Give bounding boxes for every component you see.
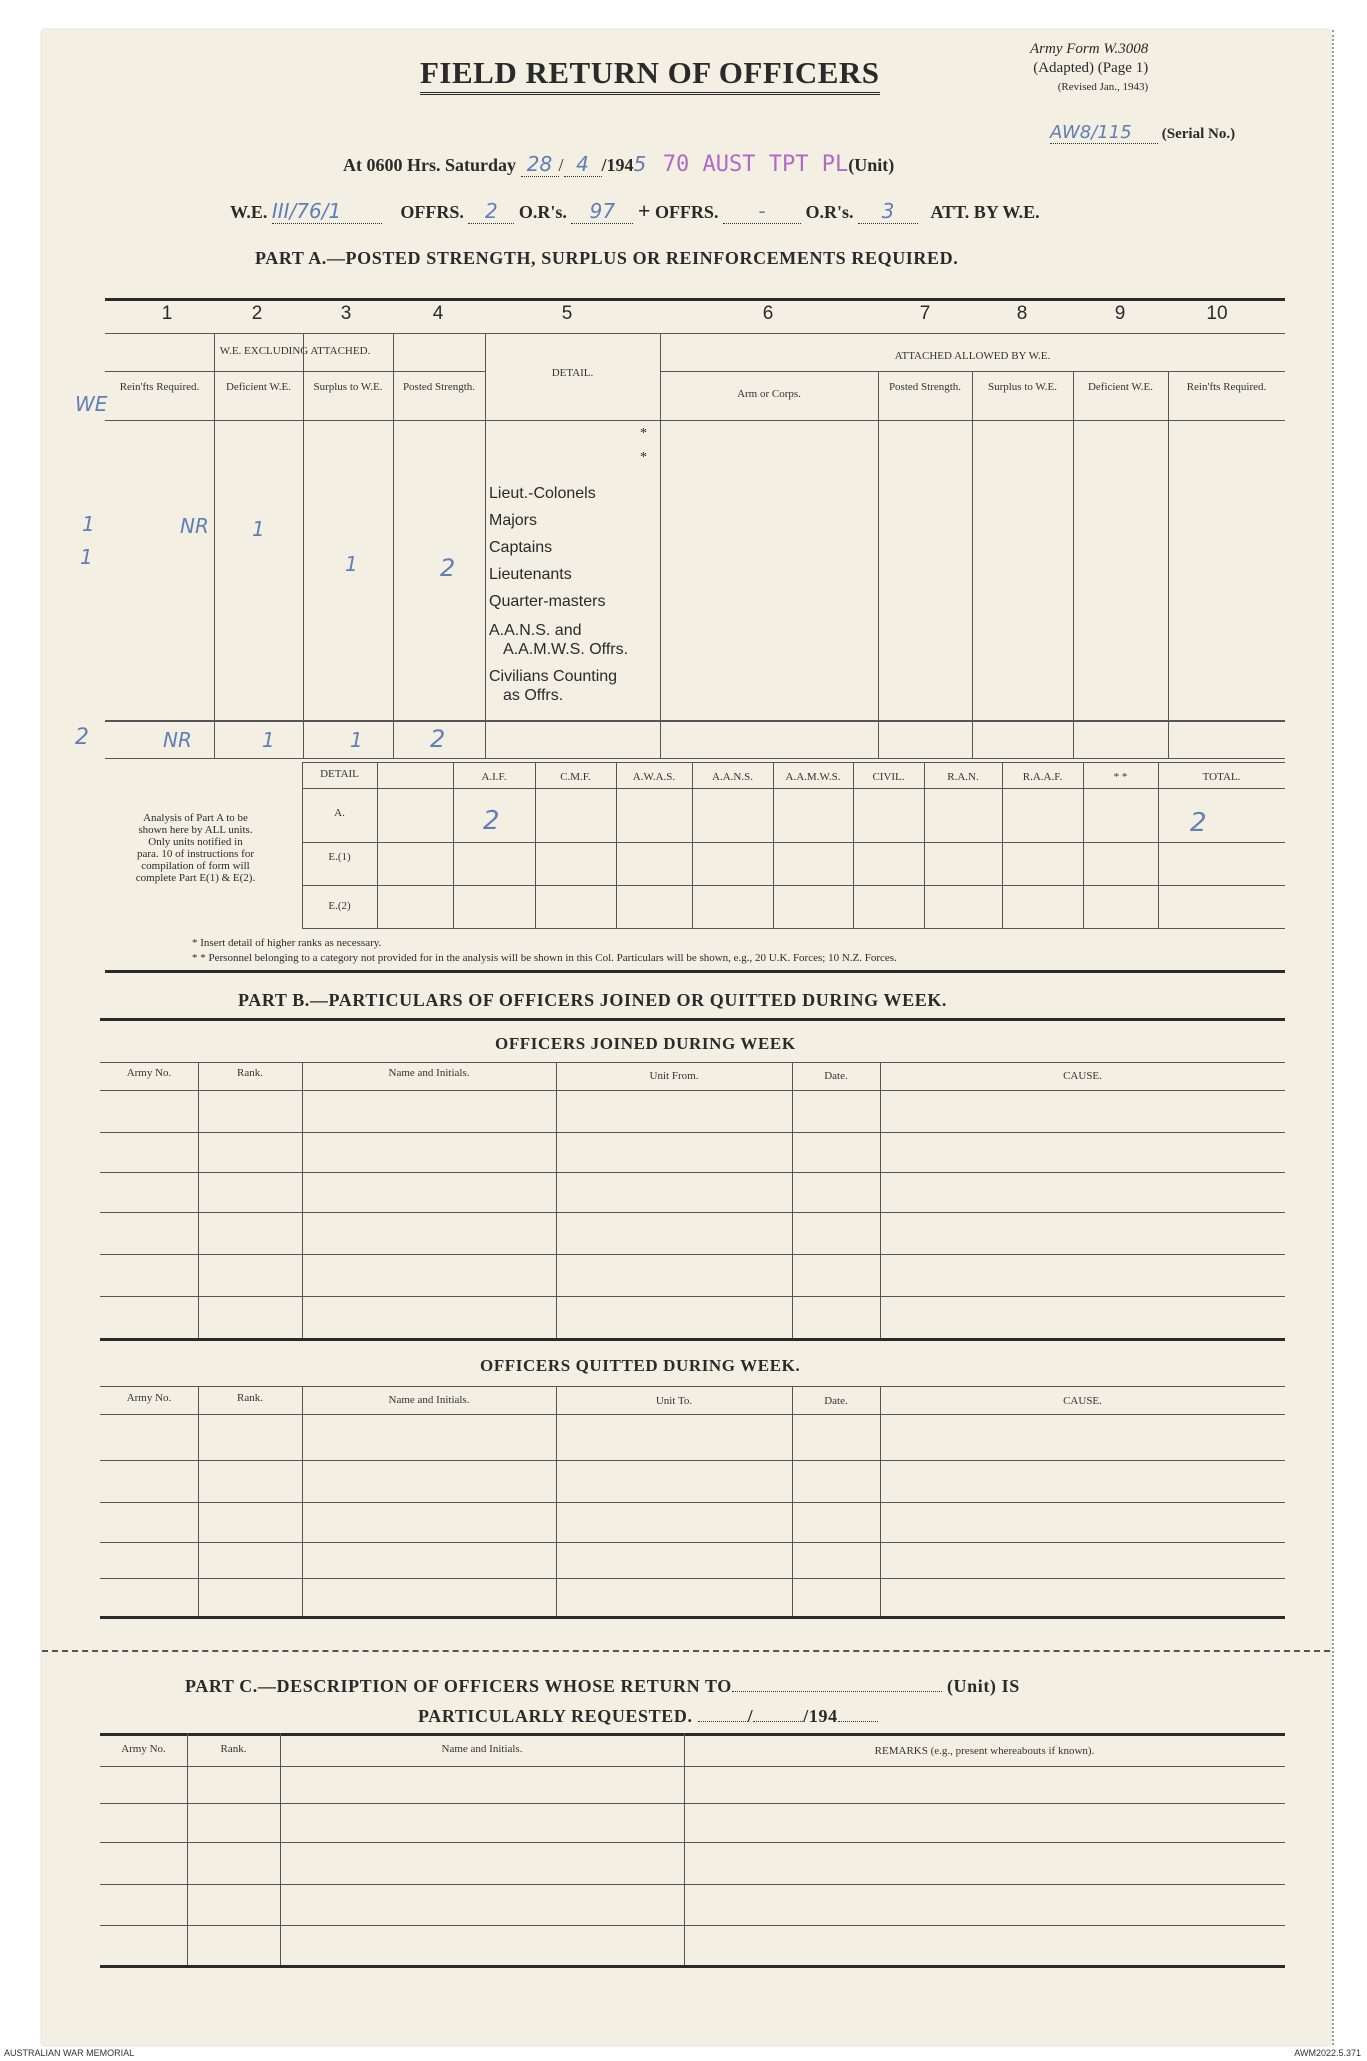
vline-a8 xyxy=(1073,371,1074,758)
col-num-1: 1 xyxy=(161,303,173,324)
rank-captains: Captains xyxy=(489,539,553,556)
part-a-total-line xyxy=(105,720,1285,722)
unit-label: (Unit) xyxy=(848,155,895,175)
rank-aamws: A.A.M.W.S. Offrs. xyxy=(503,641,629,658)
ors2-label: O.R's. xyxy=(805,202,854,222)
unit-stamp: 70 AUST TPT PL xyxy=(662,152,849,177)
q-hdr-army-no: Army No. xyxy=(126,1392,172,1404)
joined-bottom-rule xyxy=(100,1338,1285,1341)
a-hdr-aans: A.A.N.S. xyxy=(712,771,753,783)
part-a-header-bottom xyxy=(105,420,1285,421)
hdr-arm-corps: Arm or Corps. xyxy=(737,388,801,400)
vline-a4 xyxy=(485,333,486,758)
a-hdr-civil: CIVIL. xyxy=(872,771,905,783)
hand-r2-c4: 2 xyxy=(440,554,456,582)
part-c-row-3 xyxy=(100,1884,1285,1885)
part-c-row-1 xyxy=(100,1803,1285,1804)
serial-number xyxy=(1050,122,1235,144)
analysis-bottom-line xyxy=(302,928,1285,929)
a-hdr-aif: A.I.F. xyxy=(481,771,507,783)
col-num-6: 6 xyxy=(762,303,774,324)
part-c-line-1 xyxy=(185,1676,1020,1697)
vline-a1 xyxy=(214,333,215,758)
rank-qm: Quarter-masters xyxy=(489,593,606,610)
note-line-1: Analysis of Part A to be xyxy=(143,812,248,824)
hand-r2-c3: 1 xyxy=(345,552,358,576)
ors2-value: 3 xyxy=(858,199,918,224)
q-hdr-name: Name and Initials. xyxy=(388,1394,470,1406)
offrs2-value: - xyxy=(723,199,801,224)
part-c-unit-is: (Unit) IS xyxy=(946,1676,1020,1696)
quitted-header-line xyxy=(100,1414,1285,1415)
part-a-bottom-line xyxy=(105,758,1285,759)
joined-row-3 xyxy=(100,1212,1285,1213)
offrs-value: 2 xyxy=(468,199,514,224)
rank-list xyxy=(489,480,628,705)
quitted-title: OFFICERS QUITTED DURING WEEK. xyxy=(480,1356,801,1375)
a-row-a: A. xyxy=(334,807,345,819)
avline-2 xyxy=(453,762,454,928)
jvline-4 xyxy=(792,1062,793,1338)
avline-10 xyxy=(1083,762,1084,928)
serial-label: (Serial No.) xyxy=(1161,126,1236,142)
quitted-row-4 xyxy=(100,1578,1285,1579)
hand-aif-value: 2 xyxy=(483,806,500,836)
part-a-title: PART A.—POSTED STRENGTH, SURPLUS OR REINFORCEMENTS REQUIRED. xyxy=(255,248,959,268)
hand-total-c2: NR xyxy=(163,728,192,752)
hand-r1-margin: 1 xyxy=(82,512,95,536)
quitted-top-line xyxy=(100,1386,1285,1387)
ors-label: O.R's. xyxy=(518,202,567,222)
j-hdr-army-no: Army No. xyxy=(126,1067,172,1079)
col-num-3: 3 xyxy=(340,303,352,324)
part-c-date-year[interactable] xyxy=(838,1721,878,1722)
avline-9 xyxy=(1002,762,1003,928)
analysis-end-rule xyxy=(105,970,1285,973)
jvline-3 xyxy=(556,1062,557,1338)
footnote-2: * * Personnel belonging to a category not provided for in the analysis will be shown in this Col. Particulars will be shown, e.g., 20 U.K. Forces; 10 N.Z. Forces. xyxy=(192,952,897,964)
part-c-row-2 xyxy=(100,1842,1285,1843)
offrs-label: OFFRS. xyxy=(400,202,464,222)
a-row-e1: E.(1) xyxy=(328,851,351,863)
cvline-1 xyxy=(187,1733,188,1965)
quitted-row-1 xyxy=(100,1460,1285,1461)
a-hdr-total: TOTAL. xyxy=(1202,771,1241,783)
c-hdr-army-no: Army No. xyxy=(121,1743,166,1755)
group-left-label: W.E. EXCLUDING ATTACHED. xyxy=(219,345,371,357)
margin-we: WE xyxy=(75,392,108,416)
joined-top-line xyxy=(100,1062,1285,1063)
note-line-2: shown here by ALL units. xyxy=(138,824,253,836)
a-hdr-detail: DETAIL xyxy=(320,768,359,780)
a-hdr-cmf: C.M.F. xyxy=(560,771,591,783)
a-hdr-raaf: R.A.A.F. xyxy=(1022,771,1063,783)
vline-a9 xyxy=(1168,371,1169,758)
hand-r1-c3: 1 xyxy=(252,517,265,541)
att-label: ATT. BY W.E. xyxy=(930,202,1040,222)
part-c-date-tail: /194 xyxy=(803,1706,838,1726)
col-num-7: 7 xyxy=(919,303,931,324)
hdr-deficient: Deficient W.E. xyxy=(225,381,292,393)
joined-row-4 xyxy=(100,1254,1285,1255)
hdr-reinfts: Rein'fts Required. xyxy=(119,381,200,393)
joined-title: OFFICERS JOINED DURING WEEK xyxy=(495,1034,796,1053)
at-label: At 0600 Hrs. Saturday xyxy=(343,155,517,175)
header-line-2 xyxy=(230,198,1040,224)
vline-a7 xyxy=(972,371,973,758)
a-hdr-ran: R.A.N. xyxy=(947,771,979,783)
c-hdr-remarks: REMARKS (e.g., present whereabouts if known). xyxy=(874,1745,1095,1757)
rank-lieutenants: Lieutenants xyxy=(489,566,572,583)
q-hdr-cause: CAUSE. xyxy=(1063,1395,1102,1407)
j-hdr-name: Name and Initials. xyxy=(388,1067,470,1079)
year-hand: 5 xyxy=(633,152,647,176)
footer-right: AWM2022.5.371 xyxy=(1294,2048,1361,2058)
col-num-10: 10 xyxy=(1206,303,1228,324)
vline-a3 xyxy=(393,333,394,758)
hand-total-value: 2 xyxy=(1190,808,1207,838)
a-hdr-aamws: A.A.M.W.S. xyxy=(785,771,841,783)
analysis-header-line xyxy=(302,788,1285,789)
analysis-row-a-line xyxy=(302,842,1285,843)
part-a-top-rule xyxy=(105,298,1285,301)
note-line-5: compilation of form will xyxy=(141,860,250,872)
joined-row-1 xyxy=(100,1132,1285,1133)
col-num-4: 4 xyxy=(432,303,444,324)
year-print: /194 xyxy=(601,155,634,175)
plus-sign: + xyxy=(637,198,651,223)
rank-civilians: Civilians Counting xyxy=(489,668,618,685)
quitted-bottom-rule xyxy=(100,1616,1285,1619)
revised-label: (Revised Jan., 1943) xyxy=(1057,81,1149,93)
cvline-3 xyxy=(684,1733,685,1965)
col-num-2: 2 xyxy=(251,303,263,324)
hand-total-c4: 2 xyxy=(430,725,446,753)
avline-8 xyxy=(924,762,925,928)
col-num-5: 5 xyxy=(561,303,573,324)
part-a-colnum-line xyxy=(105,333,1285,334)
note-line-4: para. 10 of instructions for xyxy=(137,848,254,860)
qvline-5 xyxy=(880,1386,881,1616)
hand-total-c3: 1 xyxy=(350,728,363,752)
joined-row-2 xyxy=(100,1172,1285,1173)
analysis-row-e1-line xyxy=(302,885,1285,886)
avline-6 xyxy=(773,762,774,928)
rank-aans: A.A.N.S. and xyxy=(489,622,582,639)
hdr-r-posted: Posted Strength. xyxy=(888,381,962,393)
part-c-row-4 xyxy=(100,1925,1285,1926)
serial-hand: AW8/115 xyxy=(1050,122,1158,144)
avline-1 xyxy=(377,762,378,928)
note-line-6: complete Part E(1) & E(2). xyxy=(135,872,256,884)
qvline-3 xyxy=(556,1386,557,1616)
avline-11 xyxy=(1158,762,1159,928)
part-c-title-1: PART C.—DESCRIPTION OF OFFICERS WHOSE RETURN TO xyxy=(185,1676,732,1696)
part-c-date-day[interactable] xyxy=(698,1721,748,1722)
note-line-3: Only units notified in xyxy=(148,836,243,848)
detail-label: DETAIL. xyxy=(551,367,594,379)
we-value: III/76/1 xyxy=(272,199,382,224)
avline-4 xyxy=(616,762,617,928)
hdr-r-deficient: Deficient W.E. xyxy=(1087,381,1154,393)
rank-as-offrs: as Offrs. xyxy=(503,687,564,704)
date-day: 28 xyxy=(521,152,559,177)
part-c-unit-blank[interactable] xyxy=(732,1691,942,1692)
hdr-surplus: Surplus to W.E. xyxy=(313,381,383,393)
ors-value: 97 xyxy=(571,199,633,224)
form-title: FIELD RETURN OF OFFICERS xyxy=(420,55,880,95)
jvline-5 xyxy=(880,1062,881,1338)
col-num-9: 9 xyxy=(1114,303,1126,324)
form-number xyxy=(1030,40,1148,97)
a-hdr-stars: * * xyxy=(1113,771,1128,783)
rank-lt-col: Lieut.-Colonels xyxy=(489,485,596,502)
star-2: * xyxy=(640,450,647,465)
tear-line xyxy=(42,1650,1330,1652)
j-hdr-unit-from: Unit From. xyxy=(649,1070,699,1082)
group-right-label: ATTACHED ALLOWED BY W.E. xyxy=(894,350,1051,362)
a-row-e2: E.(2) xyxy=(328,900,351,912)
avline-5 xyxy=(692,762,693,928)
c-hdr-rank: Rank. xyxy=(220,1743,247,1755)
part-c-title-2: PARTICULARLY REQUESTED. xyxy=(418,1706,693,1726)
jvline-1 xyxy=(198,1062,199,1338)
cvline-2 xyxy=(280,1733,281,1965)
part-c-line-2: PARTICULARLY REQUESTED. / /194 xyxy=(418,1706,878,1727)
vline-a6 xyxy=(878,371,879,758)
j-hdr-rank: Rank. xyxy=(237,1067,263,1079)
qvline-1 xyxy=(198,1386,199,1616)
quitted-row-3 xyxy=(100,1542,1285,1543)
part-c-top-rule xyxy=(100,1733,1285,1736)
col-num-8: 8 xyxy=(1016,303,1028,324)
j-hdr-cause: CAUSE. xyxy=(1063,1070,1102,1082)
qvline-4 xyxy=(792,1386,793,1616)
date-month: 4 xyxy=(564,152,602,177)
part-b-top-rule xyxy=(100,1018,1285,1021)
header-line-1: At 0600 Hrs. Saturday 28 / 4 /1945 70 AUST TPT PL(Unit) xyxy=(343,152,895,177)
we-label: W.E. xyxy=(230,202,268,222)
qvline-2 xyxy=(302,1386,303,1616)
hand-total-margin: 2 xyxy=(75,725,89,750)
part-c-date-month[interactable] xyxy=(753,1721,803,1722)
offrs2-label: OFFRS. xyxy=(654,202,719,222)
q-hdr-rank: Rank. xyxy=(237,1392,263,1404)
footer-left: AUSTRALIAN WAR MEMORIAL xyxy=(4,2048,135,2058)
part-b-title: PART B.—PARTICULARS OF OFFICERS JOINED OR QUITTED DURING WEEK. xyxy=(238,990,948,1010)
analysis-top-line xyxy=(302,762,1285,763)
a-hdr-awas: A.W.A.S. xyxy=(632,771,676,783)
star-1: * xyxy=(640,426,647,441)
avline-7 xyxy=(853,762,854,928)
joined-header-line xyxy=(100,1090,1285,1091)
hdr-posted: Posted Strength. xyxy=(402,381,476,393)
joined-row-5 xyxy=(100,1296,1285,1297)
part-c-header-line xyxy=(100,1766,1285,1767)
hdr-r-reinfts: Rein'fts Required. xyxy=(1186,381,1267,393)
army-form-label: Army Form W.3008 xyxy=(1030,41,1149,57)
q-hdr-date: Date. xyxy=(824,1395,848,1407)
analysis-note xyxy=(108,812,283,884)
hand-r1-c2: NR xyxy=(180,514,209,538)
adapted-label: (Adapted) (Page 1) xyxy=(1033,60,1149,76)
part-c-bottom-rule xyxy=(100,1965,1285,1968)
c-hdr-name: Name and Initials. xyxy=(441,1743,523,1755)
footnote-1: * Insert detail of higher ranks as necessary. xyxy=(192,937,382,949)
j-hdr-date: Date. xyxy=(824,1070,848,1082)
quitted-row-2 xyxy=(100,1502,1285,1503)
vline-a2 xyxy=(303,333,304,758)
hand-total-c2b: 1 xyxy=(262,728,275,752)
jvline-2 xyxy=(302,1062,303,1338)
avline-3 xyxy=(535,762,536,928)
perforation xyxy=(1332,30,1334,2045)
hdr-r-surplus: Surplus to W.E. xyxy=(987,381,1058,393)
q-hdr-unit-to: Unit To. xyxy=(655,1395,693,1407)
hand-r2-margin: 1 xyxy=(80,545,93,569)
rank-majors: Majors xyxy=(489,512,538,529)
group-left-line xyxy=(105,371,485,372)
